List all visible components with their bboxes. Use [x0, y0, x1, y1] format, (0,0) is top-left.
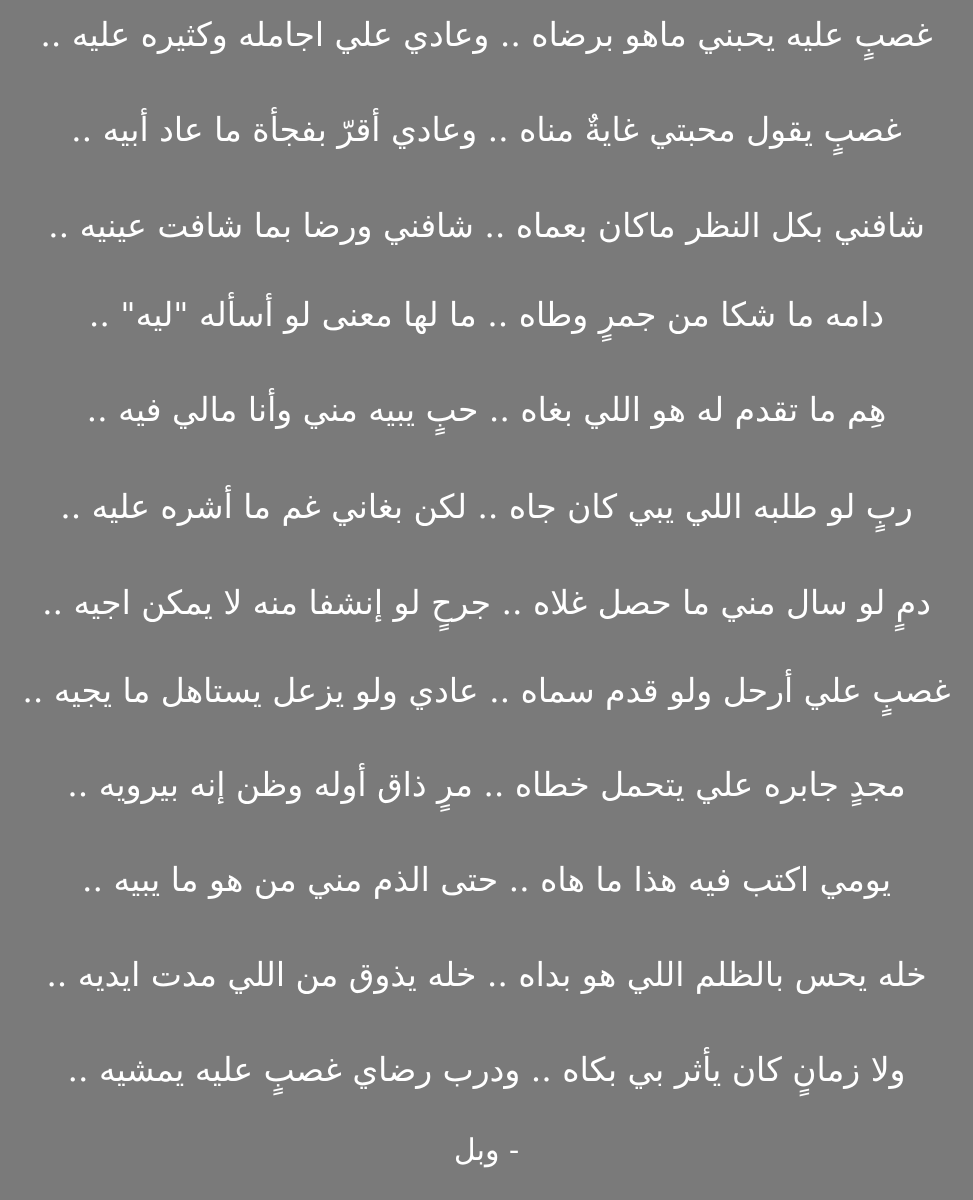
poem-line-4: دامه ما شكا من جمرٍ وطاه .. ما لها معنى لو أسأله "ليه" ..	[88, 295, 885, 334]
poem-signature: - وبل	[453, 1133, 520, 1168]
poem-line-10: يومي اكتب فيه هذا ما هاه .. حتى الذم مني من هو ما يبيه ..	[81, 860, 891, 899]
poem-line-9: مجدٍ جابره علي يتحمل خطاه .. مرٍ ذاق أوله وظن إنه بيرويه ..	[67, 765, 906, 804]
poem-line-8: غصبٍ علي أرحل ولو قدم سماه .. عادي ولو يزعل يستاهل ما يجيه ..	[22, 671, 951, 710]
poem-line-7: دمٍ لو سال مني ما حصل غلاه .. جرحٍ لو إنشفا منه لا يمكن اجيه ..	[42, 583, 931, 622]
poem-line-2: غصبٍ يقول محبتي غايةٌ مناه .. وعادي أقرّ بفجأة ما عاد أبيه ..	[71, 110, 902, 149]
poem-line-3: شافني بكل النظر ماكان بعماه .. شافني ورضا بما شافت عينيه ..	[48, 206, 925, 245]
poem-line-12: ولا زمانٍ كان يأثر بي بكاه .. ودرب رضاي غصبٍ عليه يمشيه ..	[67, 1050, 906, 1089]
poem-line-1: غصبٍ عليه يحبني ماهو برضاه .. وعادي علي اجامله وكثيره عليه ..	[40, 15, 933, 54]
poem-line-5: هِم ما تقدم له هو اللي بغاه .. حبٍ يبيه مني وأنا مالي فيه ..	[86, 390, 887, 429]
poem-line-11: خله يحس بالظلم اللي هو بداه .. خله يذوق من اللي مدت ايديه ..	[46, 955, 927, 994]
poem-line-6: ربٍ لو طلبه اللي يبي كان جاه .. لكن بغاني غم ما أشره عليه ..	[60, 487, 913, 526]
